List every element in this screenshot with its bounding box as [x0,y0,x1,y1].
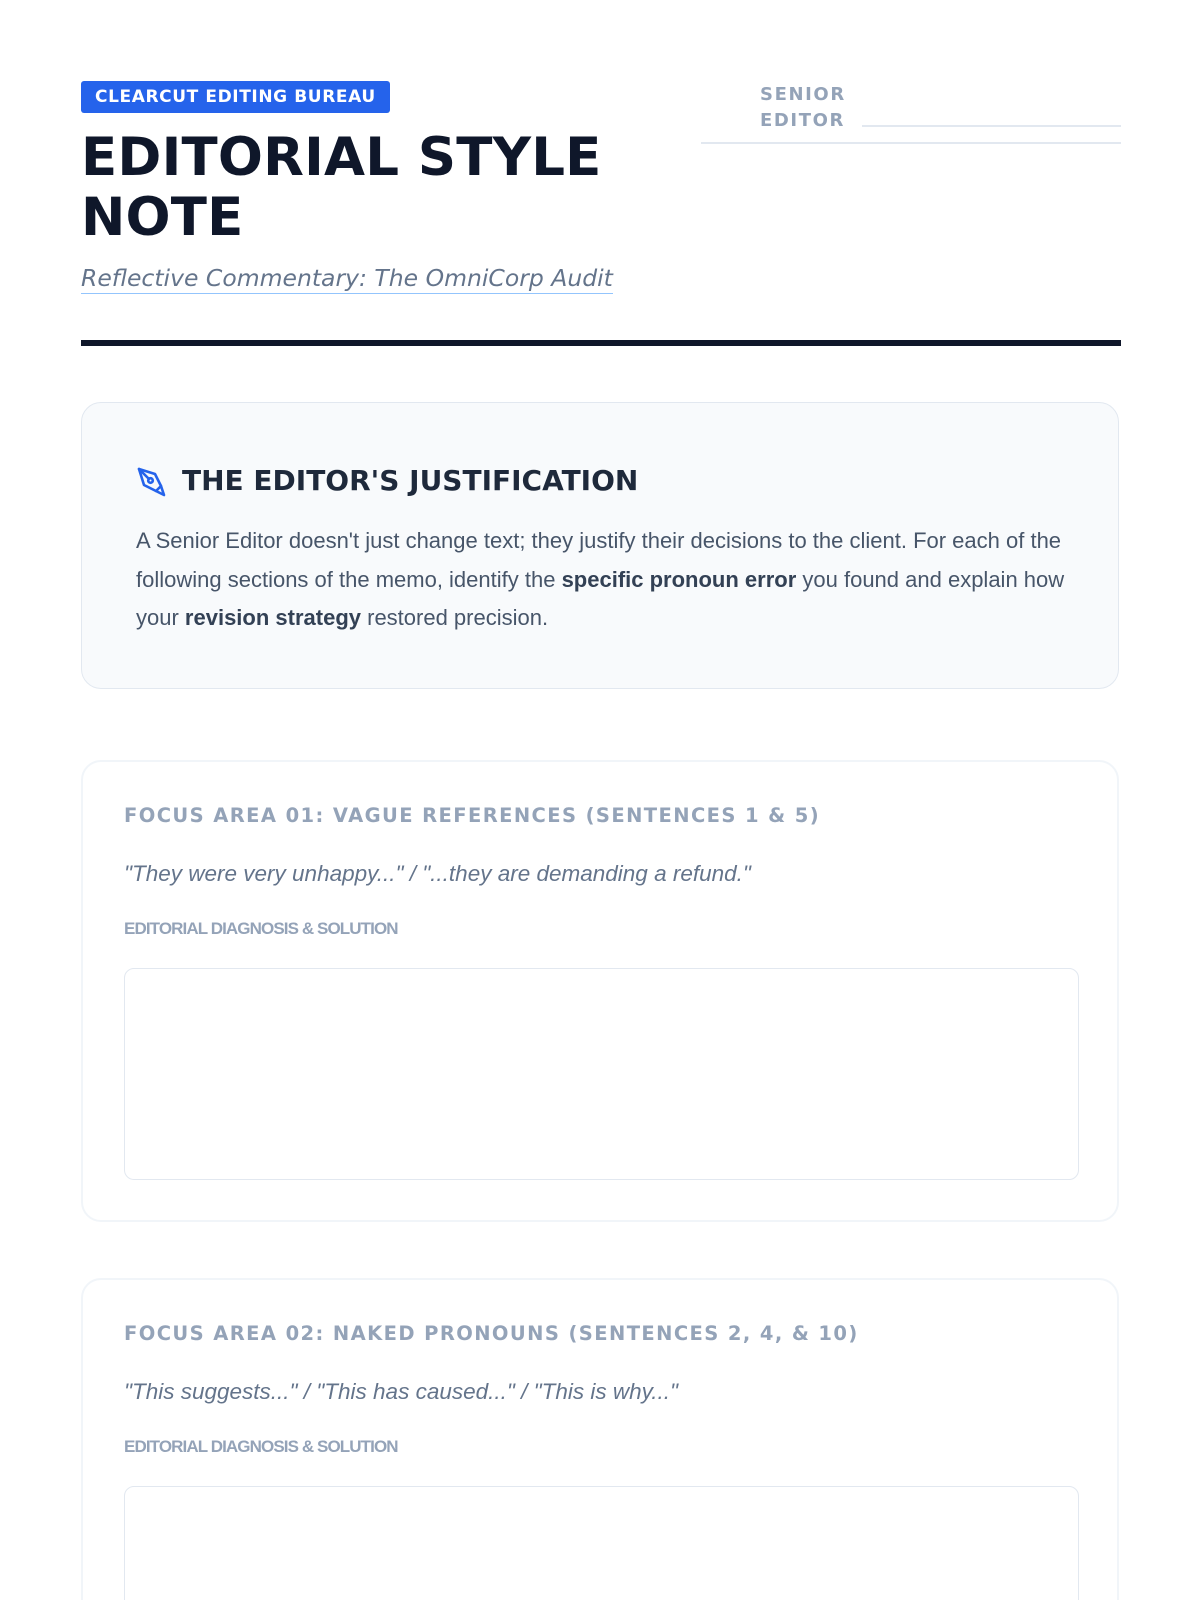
justification-text [136,522,1076,638]
senior-editor-label: SENIOR EDITOR [760,84,846,131]
style-note-page [81,0,1121,1600]
header-divider [81,340,1121,346]
brand-tag: CLEARCUT EDITING BUREAU [81,81,390,113]
senior-editor-field[interactable] [701,80,1121,144]
diagnosis-textarea-02[interactable] [124,1486,1079,1600]
focus-area-title: FOCUS AREA 02: NAKED PRONOUNS (SENTENCES 2, 4, & 10) [124,1322,859,1345]
focus-area-quote: "This suggests..." / "This has caused..." / "This is why..." [124,1379,678,1404]
senior-editor-input-line[interactable] [862,125,1121,127]
focus-area-card-02 [81,1278,1119,1600]
focus-area-card-01 [81,760,1119,1222]
diagnosis-textarea-01[interactable] [124,968,1079,1180]
focus-area-title: FOCUS AREA 01: VAGUE REFERENCES (SENTENCES 1 & 5) [124,804,821,827]
focus-area-quote: "They were very unhappy..." / "...they are demanding a refund." [124,861,751,886]
justification-text-part: A Senior Editor doesn't just change text; they justify their decisions to the client. For each of the following sections of the memo, identify the [136,528,1062,592]
pen-nib-icon [136,466,168,498]
justification-emphasis-pronoun-error: specific pronoun error [561,566,797,592]
justification-emphasis-revision-strategy: revision strategy [184,605,361,630]
page-title: EDITORIAL STYLE NOTE [81,127,602,248]
diagnosis-label: EDITORIAL DIAGNOSIS & SOLUTION [124,919,398,938]
diagnosis-label: EDITORIAL DIAGNOSIS & SOLUTION [124,1437,398,1456]
justification-text-part: you found and explain how your [136,566,1065,630]
justification-card [81,402,1119,689]
justification-text-part: restored precision. [361,605,549,630]
justification-title: THE EDITOR'S JUSTIFICATION [182,464,639,497]
page-subtitle: Reflective Commentary: The OmniCorp Audit [81,264,613,292]
